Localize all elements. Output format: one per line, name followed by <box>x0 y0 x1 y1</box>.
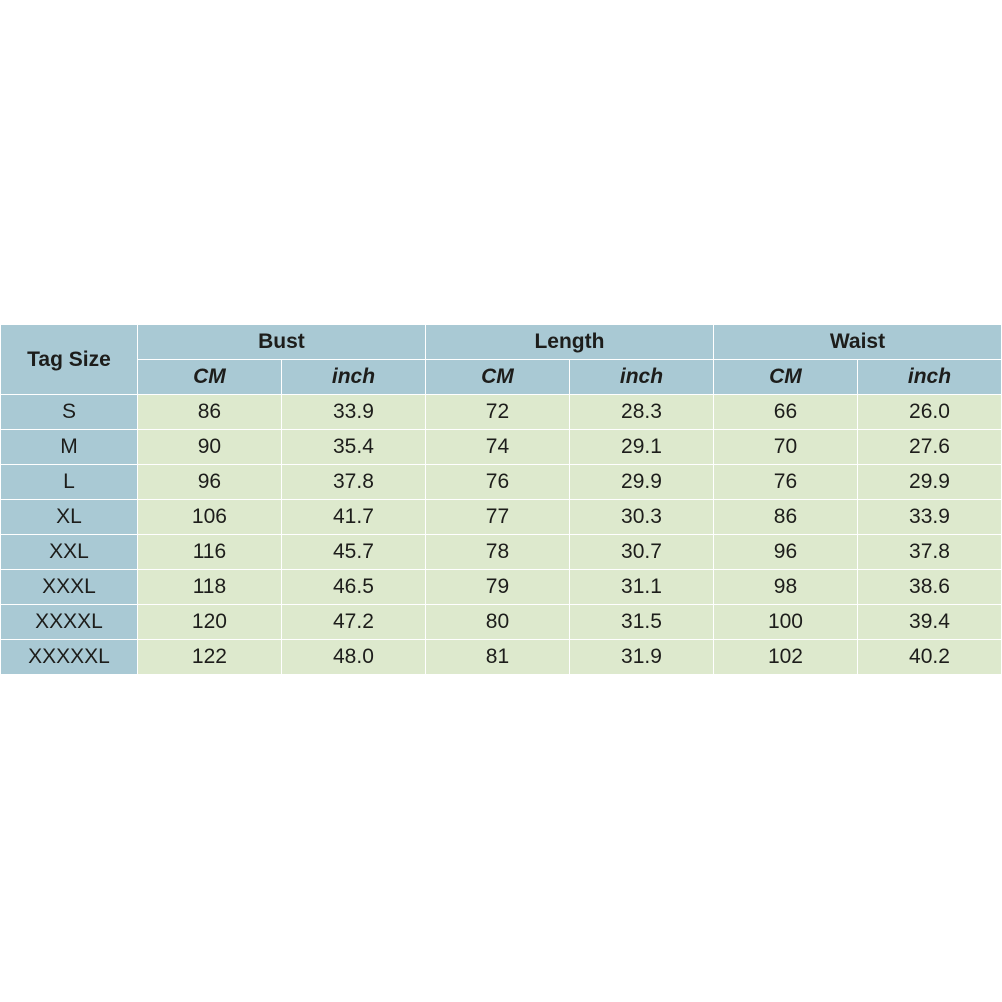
cell-bust-cm: 106 <box>137 500 281 535</box>
cell-length-cm: 80 <box>425 605 569 640</box>
header-row-units <box>1 360 1002 395</box>
cell-length-cm: 79 <box>425 570 569 605</box>
cell-length-inch: 30.7 <box>569 535 713 570</box>
header-group-waist: Waist <box>713 325 1001 360</box>
cell-waist-cm: 98 <box>713 570 857 605</box>
cell-length-cm: 77 <box>425 500 569 535</box>
cell-bust-inch: 41.7 <box>281 500 425 535</box>
cell-bust-inch: 45.7 <box>281 535 425 570</box>
row-size-label: S <box>1 395 138 430</box>
row-size-label: XXL <box>1 535 138 570</box>
cell-waist-inch: 37.8 <box>857 535 1001 570</box>
row-size-label: L <box>1 465 138 500</box>
cell-length-inch: 28.3 <box>569 395 713 430</box>
table-row <box>1 500 1002 535</box>
row-size-label: XXXXXL <box>1 640 138 675</box>
table-row <box>1 535 1002 570</box>
cell-waist-cm: 70 <box>713 430 857 465</box>
cell-waist-inch: 33.9 <box>857 500 1001 535</box>
table-body <box>1 395 1002 675</box>
header-tag-size: Tag Size <box>1 325 138 395</box>
cell-waist-cm: 86 <box>713 500 857 535</box>
row-size-label: XXXL <box>1 570 138 605</box>
cell-waist-cm: 96 <box>713 535 857 570</box>
cell-bust-cm: 118 <box>137 570 281 605</box>
cell-waist-cm: 66 <box>713 395 857 430</box>
cell-waist-inch: 26.0 <box>857 395 1001 430</box>
cell-waist-inch: 40.2 <box>857 640 1001 675</box>
cell-length-inch: 31.5 <box>569 605 713 640</box>
header-group-bust: Bust <box>137 325 425 360</box>
table-row <box>1 570 1002 605</box>
row-size-label: XL <box>1 500 138 535</box>
cell-bust-cm: 90 <box>137 430 281 465</box>
cell-bust-cm: 122 <box>137 640 281 675</box>
cell-length-cm: 74 <box>425 430 569 465</box>
size-chart-container <box>0 324 1002 675</box>
header-length-cm: CM <box>425 360 569 395</box>
cell-length-inch: 29.1 <box>569 430 713 465</box>
cell-waist-cm: 102 <box>713 640 857 675</box>
table-row <box>1 640 1002 675</box>
table-header <box>1 325 1002 395</box>
header-bust-cm: CM <box>137 360 281 395</box>
header-bust-inch: inch <box>281 360 425 395</box>
table-row <box>1 605 1002 640</box>
cell-waist-cm: 100 <box>713 605 857 640</box>
cell-bust-inch: 46.5 <box>281 570 425 605</box>
row-size-label: XXXXL <box>1 605 138 640</box>
header-group-length: Length <box>425 325 713 360</box>
header-waist-inch: inch <box>857 360 1001 395</box>
cell-length-cm: 72 <box>425 395 569 430</box>
table-row <box>1 465 1002 500</box>
header-row-groups <box>1 325 1002 360</box>
cell-length-inch: 29.9 <box>569 465 713 500</box>
cell-bust-cm: 116 <box>137 535 281 570</box>
cell-bust-cm: 96 <box>137 465 281 500</box>
cell-waist-inch: 29.9 <box>857 465 1001 500</box>
cell-waist-inch: 27.6 <box>857 430 1001 465</box>
cell-bust-inch: 48.0 <box>281 640 425 675</box>
cell-waist-inch: 39.4 <box>857 605 1001 640</box>
row-size-label: M <box>1 430 138 465</box>
cell-bust-cm: 86 <box>137 395 281 430</box>
table-row <box>1 430 1002 465</box>
cell-bust-inch: 47.2 <box>281 605 425 640</box>
cell-length-inch: 31.1 <box>569 570 713 605</box>
cell-length-cm: 81 <box>425 640 569 675</box>
cell-length-cm: 78 <box>425 535 569 570</box>
cell-bust-inch: 35.4 <box>281 430 425 465</box>
header-length-inch: inch <box>569 360 713 395</box>
cell-waist-inch: 38.6 <box>857 570 1001 605</box>
cell-bust-cm: 120 <box>137 605 281 640</box>
size-chart-table <box>0 324 1002 675</box>
cell-waist-cm: 76 <box>713 465 857 500</box>
cell-bust-inch: 33.9 <box>281 395 425 430</box>
cell-length-cm: 76 <box>425 465 569 500</box>
cell-bust-inch: 37.8 <box>281 465 425 500</box>
table-row <box>1 395 1002 430</box>
cell-length-inch: 30.3 <box>569 500 713 535</box>
cell-length-inch: 31.9 <box>569 640 713 675</box>
header-waist-cm: CM <box>713 360 857 395</box>
